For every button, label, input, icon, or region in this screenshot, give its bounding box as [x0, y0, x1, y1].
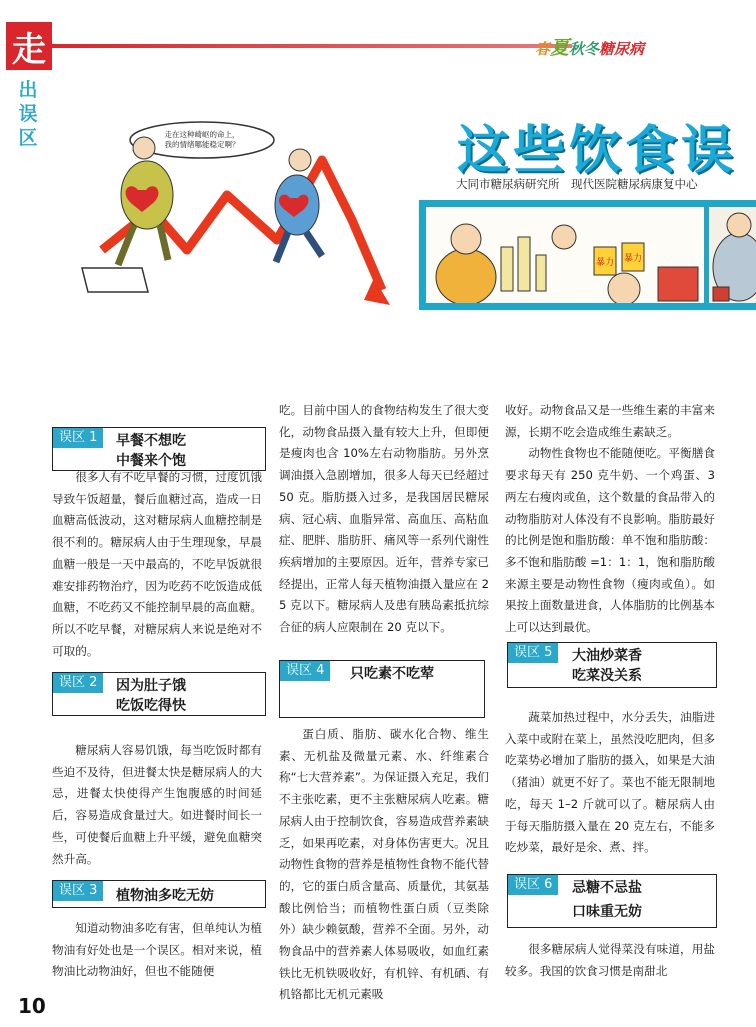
misconception-title: 大油炒菜香: [572, 648, 642, 664]
paragraph-text: 蛋白质、脂肪、碳水化合物、维生素、无机盐及微量元素、水、纤维素合称“七大营养素”。为保证摄入充足，我们不主张吃素，更不主张糖尿病人吃素。糖尿病人由于控制饮食，容易造成营养素缺乏，如果再吃素，对身体伤害更大。况且动物性食物的营养是植物性食物不能代替的，它的蛋白质含量高、质量优，其氨基酸比例恰当；而植物性蛋白质（豆类除外）缺少赖氨酸，营养不全面。另外，动物食品中的营养素人体易吸收，如血红素铁比无机铁吸收好，有机锌、有机硒、有机铬都比无机元素吸: [279, 727, 489, 1002]
section-label-char: 区: [18, 127, 38, 149]
cartoon-bubble-text: 走在这种崎岖的命上，: [164, 130, 240, 139]
misconception-tag: 误区 2: [53, 673, 103, 693]
misconception-title: 忌糖不忌盐: [572, 880, 642, 896]
misconception-3-box: [52, 880, 266, 908]
misconception-tag: 误区 4: [280, 661, 330, 681]
series-word: 糖尿病: [599, 40, 645, 58]
misconception-title: 早餐不想吃: [116, 433, 186, 449]
section-label: [16, 78, 40, 150]
overeating-illustration: [426, 207, 704, 303]
series-word: 春: [535, 40, 551, 58]
misconception-tag: 误区 6: [508, 875, 558, 895]
body-paragraph: [279, 724, 489, 1006]
misconception-5-box: [507, 642, 717, 688]
body-paragraph: [52, 918, 262, 983]
section-label-char: 出: [18, 79, 38, 101]
misconception-4-box: [279, 660, 485, 718]
misconception-title: 只吃素不吃荤: [350, 666, 434, 682]
misconception-title: 植物油多吃无妨: [116, 888, 214, 904]
page-headline: 这些饮食误: [457, 121, 738, 181]
series-title: [535, 33, 750, 59]
misconception-2-box: [52, 672, 266, 716]
pic-label: 暴力: [623, 254, 643, 264]
page-number: 10: [18, 994, 46, 1018]
paragraph-text: 糖尿病人容易饥饿，每当吃饭时都有些迫不及待，但进餐太快是糖尿病人的大忌，进餐太快使得产生饱腹感的时间延后，容易造成食量过大。如进餐时间长一些，可使餐后血糖上升平缓，避免血糖突然升高。: [52, 743, 262, 866]
paragraph-text: 很多人有不吃早餐的习惯，过度饥饿导致午饭超量，餐后血糖过高，造成一日血糖高低波动，这对糖尿病人血糖控制是很不利的。糖尿病人由于生理现象，早晨血糖一般是一天中最高的，不吃早饭就很难安排药物治疗，因为吃药不吃饭造成低血糖，不吃药又不能控制早晨的高血糖。所以不吃早餐，对糖尿病人来说是绝对不可取的。: [52, 470, 262, 658]
paragraph-text: 吃。目前中国人的食物结构发生了很大变化，动物食品摄入量有较大上升，但即便是瘦肉也含 10%左右动物脂肪。另外烹调油摄入急剧增加，很多人每天已经超过 50 克。脂肪摄入过多，是我国居民糖尿病、冠心病、血脂异常、高血压、高粘血症、肥胖、脂肪肝、痛风等一系列代谢性疾病增加的主要原因。近年，营养专家已经提出，正常人每天植物油摄入量应在 25 克以下。糖尿病人及患有胰岛素抵抗综合征的病人应限制在 20 克以下。: [279, 403, 489, 635]
misconception-6-box: [507, 874, 717, 928]
byline: 大同市糖尿病研究所 现代医院糖尿病康复中心: [456, 177, 698, 191]
series-word: 秋冬: [569, 40, 600, 58]
header-rule: [52, 44, 572, 48]
series-word: 夏: [550, 37, 570, 59]
paragraph-text: 收好。动物食品又是一些维生素的丰富来源，长期不吃会造成维生素缺乏。: [505, 403, 715, 439]
body-paragraph: [505, 939, 715, 982]
misconception-tag: 误区 1: [53, 428, 103, 448]
body-paragraph: [505, 400, 715, 639]
misconception-tag: 误区 3: [53, 881, 103, 901]
paragraph-text: 知道动物油多吃有害，但单纯认为植物油有好处也是一个误区。相对来说，植物油比动物油好，但也不能随便: [52, 921, 262, 979]
pic-label: 暴力: [595, 258, 615, 268]
body-paragraph: [52, 740, 262, 870]
body-paragraph: [279, 400, 489, 639]
section-label-char: 误: [18, 103, 38, 125]
paragraph-text: 很多糖尿病人觉得菜没有味道，用盐较多。我国的饮食习惯是南甜北: [505, 942, 715, 978]
cartoon-illustration: [52, 100, 392, 310]
misconception-subtitle: 口味重无妨: [572, 904, 642, 920]
misconception-subtitle: 中餐来个饱: [116, 453, 186, 469]
misconception-subtitle: 吃饭吃得快: [116, 698, 186, 714]
misconception-tag: 误区 5: [508, 643, 558, 663]
section-badge: 走: [6, 22, 52, 70]
paragraph-text: 蔬菜加热过程中，水分丢失，油脂进入菜中或附在菜上，虽然没吃肥肉，但多吃菜势必增加了脂肪的摄入，如果是大油（猪油）就更不好了。菜也不能无限制地吃，每天 1–2 斤就可以了。糖尿病人由于每天脂肪摄入量在 20 克左右，不能多吃炒菜，最好是氽、煮、拌。: [505, 710, 715, 855]
body-paragraph: [52, 467, 262, 662]
body-paragraph: [505, 707, 715, 859]
misconception-subtitle: 吃菜没关系: [572, 668, 642, 684]
misconception-title: 因为肚子饿: [116, 678, 186, 694]
obesity-illustration: [709, 207, 756, 303]
misconception-1-box: [52, 427, 266, 471]
paragraph-text: 动物性食物也不能随便吃。平衡膳食要求每天有 250 克牛奶、一个鸡蛋、3 两左右瘦肉或鱼，这个数量的食品带入的动物脂肪对人体没有不良影响。脂肪最好的比例是饱和脂肪酸：单不饱和脂肪酸：多不饱和脂肪酸 =1：1：1，饱和脂肪酸来源主要是动物性食物（瘦肉或鱼）。如果按上面数量进食，人体脂肪的比例基本上可以达到最优。: [505, 446, 715, 635]
cartoon-bubble-text: 我的情绪哪能稳定啊？: [164, 140, 240, 149]
